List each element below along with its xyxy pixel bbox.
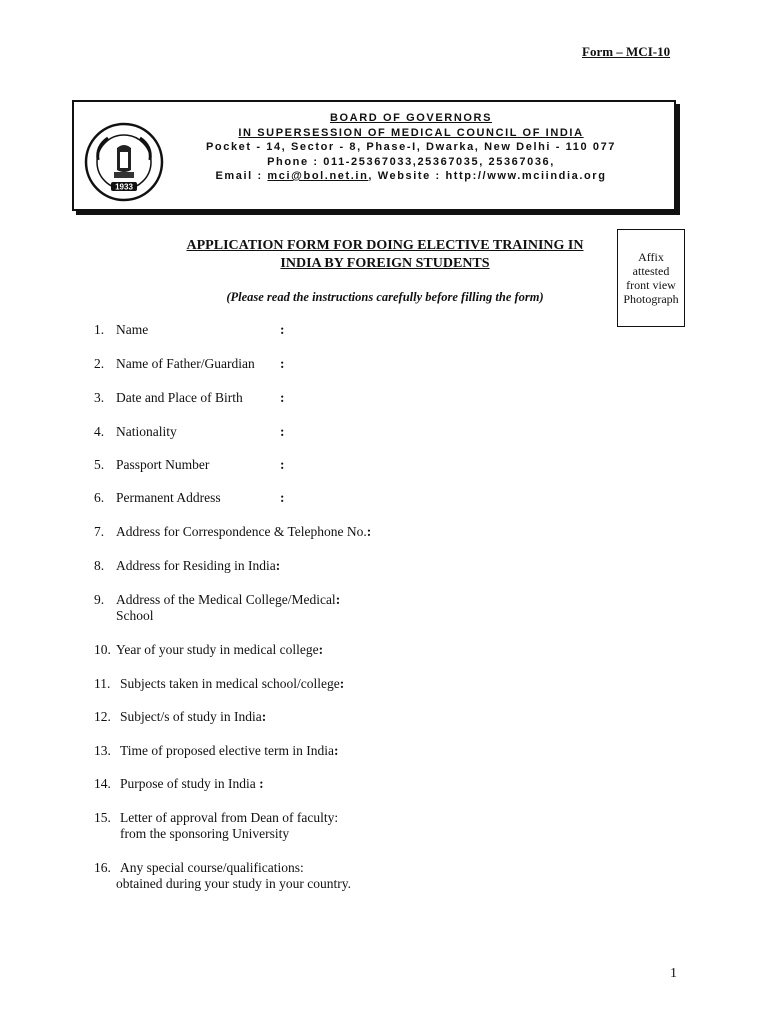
question-colon: :	[280, 356, 285, 371]
question-label: Address for Correspondence & Telephone No.	[116, 524, 367, 539]
question-label-continued: obtained during your study in your country.	[116, 876, 351, 891]
question-label: Nationality	[116, 424, 177, 439]
email-link[interactable]: mci@bol.net.in	[267, 170, 369, 182]
question-colon: :	[335, 592, 341, 607]
question-number: 6.	[94, 490, 105, 505]
question-label: Time of proposed elective term in India	[120, 743, 334, 758]
question-colon: :	[275, 558, 281, 573]
question-label: Year of your study in medical college	[116, 642, 319, 657]
question-item	[94, 860, 351, 892]
question-label: Purpose of study in India	[120, 776, 256, 791]
photo-line-3: front view	[626, 278, 676, 292]
question-label: Subjects taken in medical school/college	[120, 676, 340, 691]
question-label-continued: from the sponsoring University	[120, 826, 290, 841]
header-line-2: IN SUPERSESSION OF MEDICAL COUNCIL OF INDIA	[238, 126, 584, 139]
question-item	[94, 709, 266, 725]
website-text: , Website : http://www.mciindia.org	[368, 170, 607, 182]
question-colon: :	[280, 457, 285, 472]
question-colon: :	[280, 390, 285, 405]
question-colon: :	[280, 490, 285, 505]
question-number: 14.	[94, 776, 111, 791]
question-colon: :	[280, 424, 285, 439]
form-number: Form – MCI-10	[582, 44, 671, 59]
question-item	[94, 642, 323, 658]
question-label: Address of the Medical College/Medical	[116, 592, 336, 607]
question-colon: :	[339, 676, 345, 691]
question-colon: :	[366, 524, 372, 539]
question-number: 1.	[94, 322, 105, 337]
question-number: 11.	[94, 676, 111, 691]
question-item	[94, 490, 285, 506]
question-number: 7.	[94, 524, 105, 539]
question-item	[94, 424, 285, 440]
question-label: Permanent Address	[116, 490, 221, 505]
question-label: Subject/s of study in India	[120, 709, 262, 724]
header-line-1: BOARD OF GOVERNORS	[329, 112, 493, 124]
question-item	[94, 558, 280, 574]
mci-seal-icon	[84, 122, 164, 202]
header-line-5	[160, 169, 662, 184]
question-item	[94, 524, 371, 540]
question-number: 15.	[94, 810, 111, 825]
question-number: 16.	[94, 860, 111, 875]
page-number: 1	[670, 966, 677, 981]
question-label: Letter of approval from Dean of faculty:	[120, 810, 339, 825]
question-item	[94, 743, 338, 759]
question-item	[94, 776, 264, 792]
photo-box	[617, 229, 685, 327]
question-number: 13.	[94, 743, 111, 758]
photo-line-1: Affix	[638, 250, 664, 264]
question-label-continued: School	[116, 608, 154, 623]
question-number: 12.	[94, 709, 111, 724]
email-label: Email :	[215, 170, 268, 182]
form-title-line-1: APPLICATION FORM FOR DOING ELECTIVE TRAINING IN	[186, 238, 584, 253]
question-item	[94, 390, 285, 406]
question-item	[94, 810, 338, 842]
question-number: 3.	[94, 390, 105, 405]
question-label: Any special course/qualifications:	[120, 860, 304, 875]
question-number: 10.	[94, 642, 111, 657]
question-number: 4.	[94, 424, 105, 439]
instructions: (Please read the instructions carefully before filling the form)	[226, 290, 544, 304]
question-label: Name of Father/Guardian	[116, 356, 255, 371]
form-title	[150, 237, 620, 273]
question-item	[94, 676, 344, 692]
photo-line-4: Photograph	[623, 292, 679, 306]
question-label: Address for Residing in India	[116, 558, 276, 573]
question-colon: :	[333, 743, 339, 758]
form-title-line-2: INDIA BY FOREIGN STUDENTS	[280, 256, 490, 271]
question-number: 5.	[94, 457, 105, 472]
photo-line-2: attested	[632, 264, 670, 278]
header-line-3: Pocket - 14, Sector - 8, Phase-I, Dwarka, New Delhi - 110 077	[205, 141, 617, 153]
question-number: 9.	[94, 592, 105, 607]
question-colon: :	[318, 642, 324, 657]
question-item	[94, 322, 285, 338]
question-label: Passport Number	[116, 457, 210, 472]
header-line-4: Phone : 011-25367033,25367035, 25367036,	[267, 155, 555, 168]
question-item	[94, 592, 340, 624]
header-text	[160, 111, 662, 184]
question-item	[94, 457, 285, 473]
question-label: Date and Place of Birth	[116, 390, 243, 405]
question-label: Name	[116, 322, 149, 337]
question-colon: :	[280, 322, 285, 337]
question-item	[94, 356, 285, 372]
question-colon: :	[255, 776, 264, 791]
question-colon: :	[261, 709, 267, 724]
question-number: 8.	[94, 558, 105, 573]
seal-year: 1933	[115, 182, 133, 192]
question-number: 2.	[94, 356, 105, 371]
